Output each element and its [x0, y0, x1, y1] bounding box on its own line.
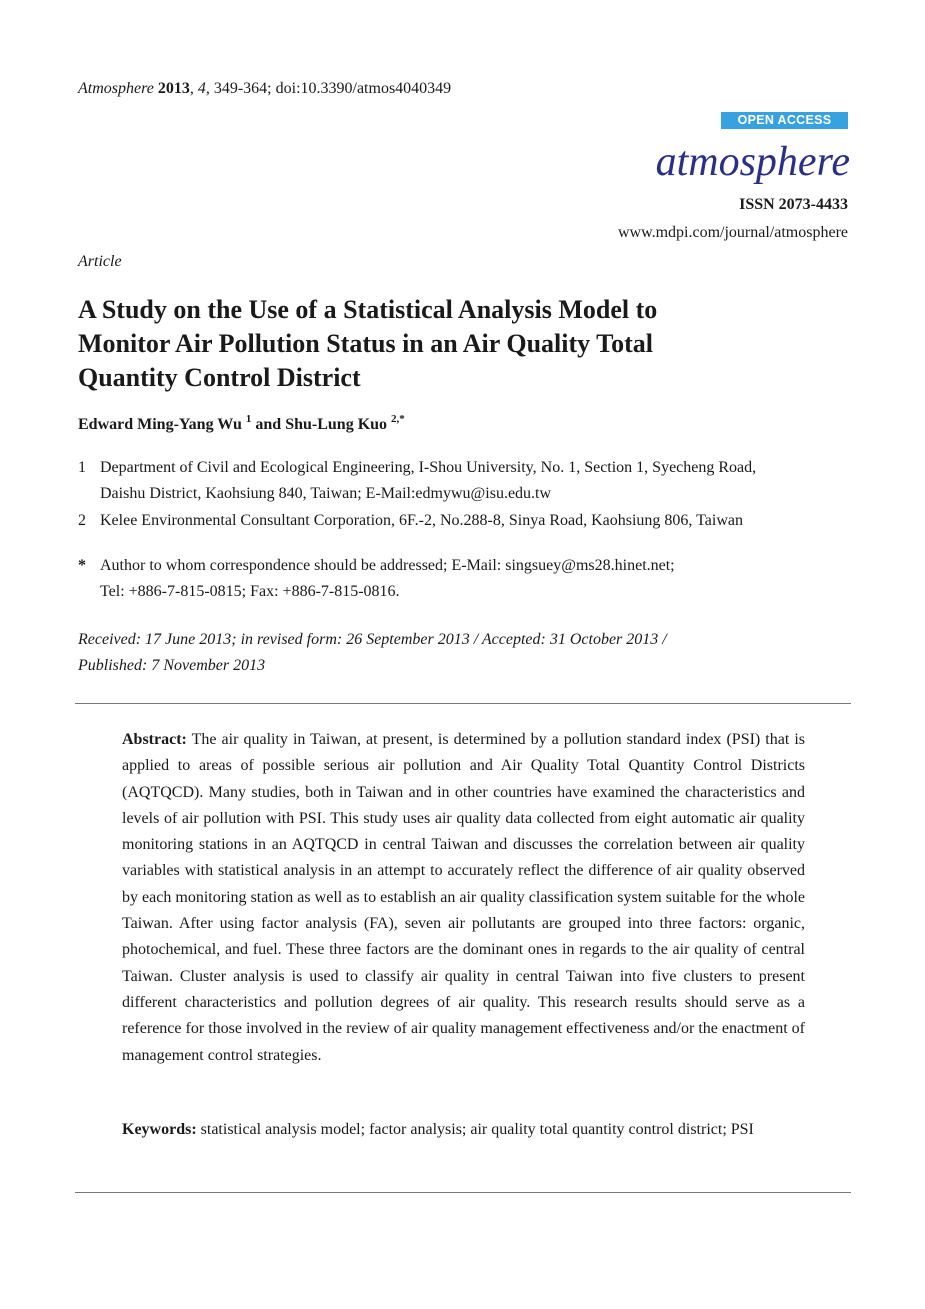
dates-line: Received: 17 June 2013; in revised form: 26 September 2013 / Accepted: 31 October 2013 /	[78, 631, 667, 648]
correspondence-text: Tel: +886-7-815-0815; Fax: +886-7-815-0816.	[100, 583, 400, 600]
affiliation-text: Kelee Environmental Consultant Corporation, 6F.-2, No.288-8, Sinya Road, Kaohsiung 806, Taiwan	[100, 512, 743, 529]
citation-volume: 4	[197, 80, 206, 97]
paper-title	[78, 293, 778, 395]
abstract-text: The air quality in Taiwan, at present, is determined by a pollution standard index (PSI) that is applied to areas of possible serious air pollution and Air Quality Total Quantity Control Districts (AQTQCD). Many studies, both in Taiwan and in other countries have examined the characteristics and levels of air pollution with PSI. This study uses air quality data collected from eight automatic air quality monitoring stations in an AQTQCD in central Taiwan and discusses the correlation between air quality variables with statistical analysis in an attempt to accurately reflect the difference of air quality observed by each monitoring station as well as to establish an air quality classification system suitable for the whole Taiwan. After using factor analysis (FA), seven air pollutants are grouped into three factors: organic, photochemical, and fuel. These three factors are the dominant ones in regards to the air quality of central Taiwan. Cluster analysis is used to classify air quality in central Taiwan into five clusters to present different characteristics and pollution degrees of air quality. This research results should serve as a reference for those involved in the review of air quality management effectiveness and/or the enactment of management control strategies.	[122, 731, 806, 1064]
author-affiliation-mark: 2,*	[391, 413, 405, 425]
title-line: Monitor Air Pollution Status in an Air Quality Total	[78, 329, 654, 358]
author-affiliation-mark: 1	[245, 413, 252, 425]
correspondence-mark: *	[78, 557, 86, 574]
affiliation-number: 2	[78, 512, 86, 529]
citation-pages-doi: , 349-364; doi:10.3390/atmos4040349	[205, 80, 452, 97]
keywords-text: statistical analysis model; factor analysis; air quality total quantity control district; PSI	[200, 1121, 754, 1138]
issn: ISSN 2073-4433	[739, 196, 848, 213]
open-access-badge: OPEN ACCESS	[721, 112, 848, 129]
journal-url[interactable]: www.mdpi.com/journal/atmosphere	[617, 224, 848, 241]
author-connector: and	[255, 416, 282, 433]
abstract	[122, 727, 805, 1069]
divider	[75, 703, 851, 704]
author-list	[78, 413, 405, 434]
divider	[75, 1192, 851, 1193]
keywords	[122, 1117, 805, 1143]
article-type: Article	[78, 253, 122, 270]
affiliation-text: Daishu District, Kaohsiung 840, Taiwan; E-Mail:edmywu@isu.edu.tw	[100, 485, 552, 502]
keywords-label: Keywords:	[122, 1121, 197, 1138]
abstract-label: Abstract:	[122, 731, 187, 748]
citation-year: 2013	[157, 80, 190, 97]
author-name: Shu-Lung Kuo	[285, 416, 388, 433]
publication-dates	[78, 627, 667, 679]
title-line: Quantity Control District	[78, 363, 361, 392]
journal-logo-name: atmosphere	[655, 139, 850, 185]
citation-journal: Atmosphere	[78, 80, 154, 97]
affiliation-text: Department of Civil and Ecological Engineering, I-Shou University, No. 1, Section 1, Syecheng Road,	[100, 459, 757, 476]
correspondence-text: Author to whom correspondence should be addressed; E-Mail: singsuey@ms28.hinet.net;	[100, 557, 675, 574]
affiliation-number: 1	[78, 459, 86, 476]
title-line: A Study on the Use of a Statistical Analysis Model to	[78, 295, 658, 324]
author-name: Edward Ming-Yang Wu	[78, 416, 242, 433]
dates-line: Published: 7 November 2013	[78, 657, 266, 674]
citation-line: Atmosphere 2013, 4, 349-364; doi:10.3390/atmos4040349	[78, 80, 452, 97]
